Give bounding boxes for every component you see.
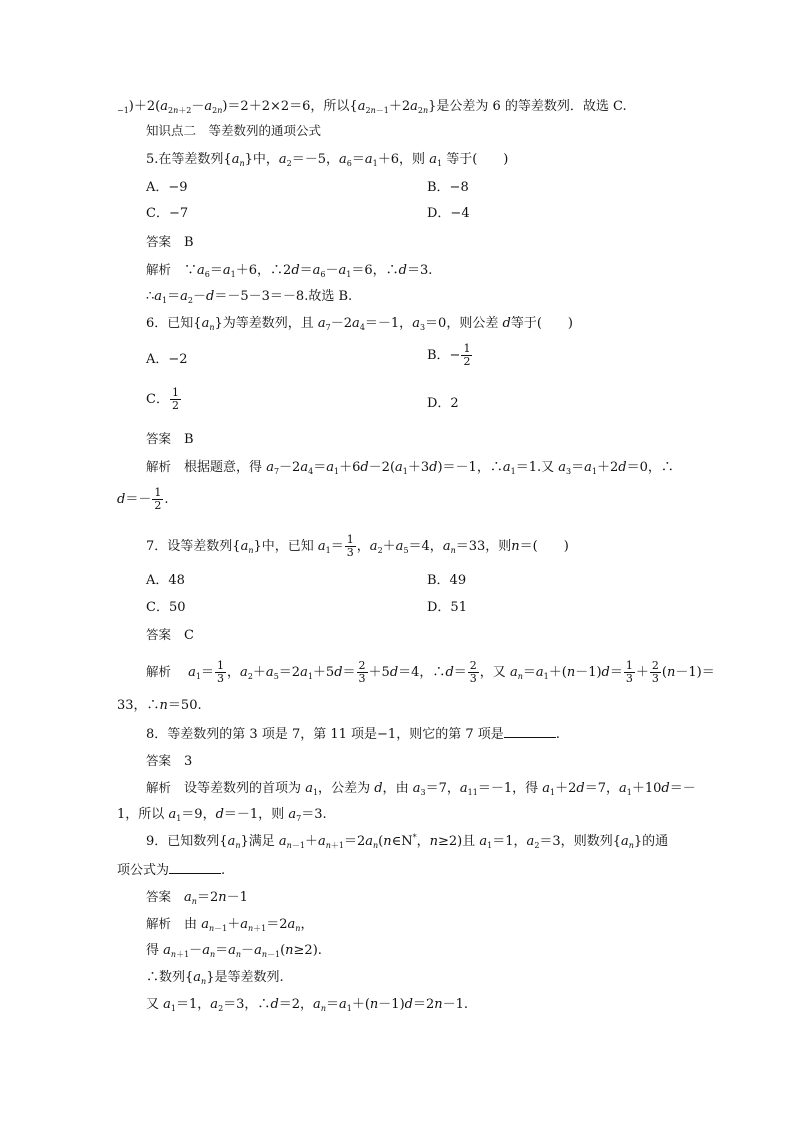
q9-analysis-line-3: ∴数列$\{a_n\}$是等差数列. (146, 970, 284, 986)
q9-analysis-line-4: 又 $a_1=1$，$a_2=3$，∴d＝2，$a_n=a_1+(n-1)d=2n-1$. (146, 997, 469, 1013)
q7-option-c: C．50 (146, 600, 186, 615)
q5-analysis: 解析 $\because a_6=a_1+6$，$\therefore 2d=a_6-a_1=6$，∴d＝3. (146, 262, 433, 279)
q7-answer: 答案 C (146, 627, 194, 643)
q6-option-b: B．− $\frac{1}{2}$ (427, 342, 471, 368)
q6-answer: 答案 B (146, 431, 194, 447)
q8-blank[interactable] (504, 725, 556, 738)
q9-stem: 9．已知数列$\{a_n\}$满足 $a_{n-1}+a_{n+1}=2a_n(n\in N^*$，n≥2)且 $a_1=1$，$a_2=3$，则数列$\{a_n\}$的通 (146, 833, 669, 850)
q5-option-c: C．−7 (146, 206, 189, 221)
q8-analysis-line-2: 1，所以 $a_1=9$，d＝－1，则 $a_7=3$. (117, 807, 327, 823)
q5-option-a: A．−9 (146, 180, 188, 195)
q9-analysis: 解析 由 $a_{n-1}+a_{n+1}=2a_n$， (146, 916, 314, 933)
q7-option-a: A．48 (146, 573, 185, 588)
intro-text: 所以{ (323, 99, 358, 114)
q7-option-b: B．49 (427, 573, 467, 588)
q6-option-d: D．2 (427, 396, 459, 411)
q5-stem: 5.在等差数列$\{a_n\}$中，$a_2=-5$，$a_6=a_1+6$，则 $a_1$ 等于( ) (146, 152, 509, 168)
q6-option-c: C． $\frac{1}{2}$ (146, 386, 179, 412)
q9-blank[interactable] (169, 861, 221, 874)
q7-analysis: 解析 $a_1=$ $\frac{1}{3}$ ，$a_2+a_5=2a_1+5d=$ $\frac{2}{3}$ ＋5d＝4，∴d＝ $\frac{2}{3}$ ，又 $a_n=a_1+(n-1)d=$ $\frac{1}{3}$ ＋ $\frac{2}{3}$ (n－1)＝ (146, 659, 715, 685)
q6-analysis: 解析 根据题意，得 $a_7-2a_4=a_1+6d-2(a_1+3d)=-1$，$\therefore a_1=1$.又 $a_3=a_1+2d=0$，∴ (146, 459, 674, 476)
intro-text-2: }是公差为 6 的等差数列．故选 C. (428, 99, 627, 114)
q6-stem: 6．已知$\{a_n\}$为等差数列，且 $a_7-2a_4=-1$，$a_3=0$，则公差 d等于( ) (146, 316, 573, 332)
q8-answer: 答案 3 (146, 753, 193, 769)
q5-answer: 答案 B (146, 234, 194, 250)
continuation-line: $_{-1})+2(a_{2n+2}-a_{2n})=2+2\times 2=6$，所以$\{a_{2n-1}+2a_{2n}\}$是公差为 6 的等差数列．故选 C. (117, 99, 627, 115)
q7-stem: 7．设等差数列$\{a_n\}$中，已知 $a_1=$ $\frac{1}{3}$ ，$a_2+a_5=4$，$a_n=33$，则n＝( ) (146, 533, 569, 559)
q7-analysis-line-2: 33，∴n＝50. (117, 698, 202, 713)
q5-analysis-line-2: $\therefore a_1=a_2-d=-5-3=-8$.故选 B. (146, 289, 353, 305)
q6-analysis-line-2: d＝－ $\frac{1}{2}$ . (117, 486, 169, 512)
q9-stem-line-2: 项公式为 . (117, 863, 226, 878)
q9-answer: 答案 $a_n=2n-1$ (146, 889, 248, 906)
q7-option-d: D．51 (427, 600, 467, 615)
q8-analysis: 解析 设等差数列的首项为 $a_1$，公差为 d，由 $a_3=7$，$a_{11}=-1$，得 $a_1+2d=7$，$a_1+10d=-$ (146, 780, 696, 797)
section-heading: 知识点二 等差数列的通项公式 (146, 123, 322, 138)
q8-stem: 8．等差数列的第 3 项是 7，第 11 项是−1，则它的第 7 项是 . (146, 727, 560, 742)
q5-option-d: D．−4 (427, 206, 470, 221)
q9-analysis-line-2: 得 $a_{n+1}-a_n=a_n-a_{n-1}(n\ge 2)$. (146, 943, 322, 959)
q5-option-b: B．−8 (427, 180, 469, 195)
q6-option-a: A．−2 (146, 352, 188, 367)
